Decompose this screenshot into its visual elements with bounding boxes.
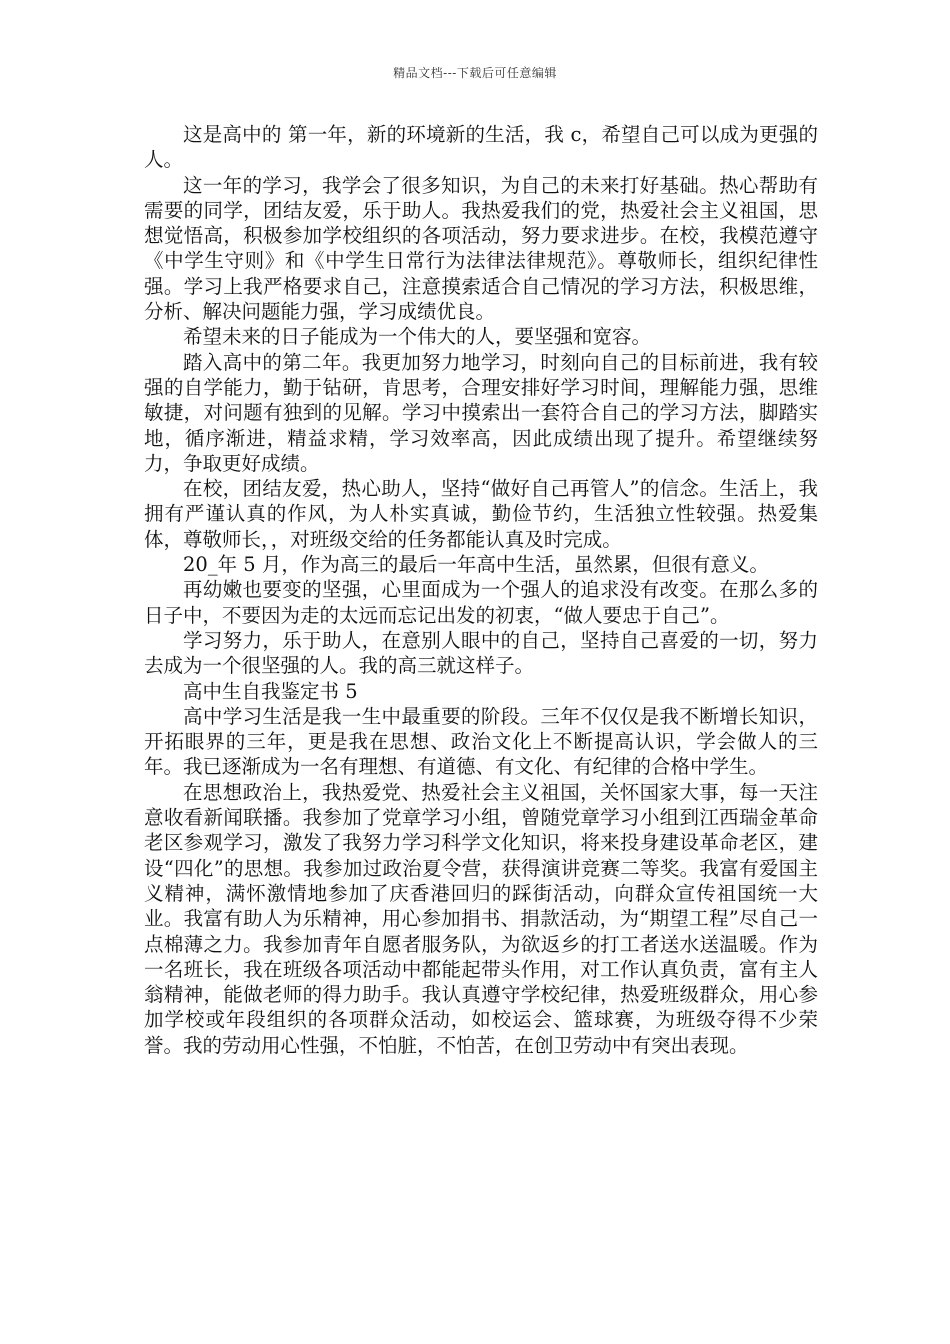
paragraph: 20_年 5 月，作为高三的最后一年高中生活，虽然累，但很有意义。	[183, 553, 769, 577]
paragraph: 学习努力，乐于助人，在意别人眼中的自己，坚持自己喜爱的一切，努力去成为一个很坚强的人。我的高三就这样子。	[144, 628, 818, 678]
paragraph: 希望未来的日子能成为一个伟大的人，要坚强和宽容。	[183, 325, 652, 349]
paragraph: 在校，团结友爱，热心助人，坚持“做好自己再管人”的信念。生活上，我拥有严谨认真的作风，为人朴实真诚，勤俭节约，生活独立性较强。热爱集体，尊敬师长，，对班级交给的任务都能认真及时完成。	[144, 477, 818, 551]
paragraph: 踏入高中的第二年。我更加努力地学习，时刻向自己的目标前进，我有较强的自学能力，勤于钻研，肯思考，合理安排好学习时间，理解能力强，思维敏捷，对问题有独到的见解。学习中摸索出一套符合自己的学习方法，脚踏实地，循序渐进，精益求精，学习效率高，因此成绩出现了提升。希望继续努力，争取更好成绩。	[144, 350, 818, 475]
paragraph: 这一年的学习，我学会了很多知识，为自己的未来打好基础。热心帮助有需要的同学，团结友爱，乐于助人。我热爱我们的党，热爱社会主义祖国，思想觉悟高，积极参加学校组织的各项活动，努力要求进步。在校，我模范遵守《中学生守则》和《中学生日常行为法律法律规范》。尊敬师长，组织纪律性强。学习上我严格要求自己，注意摸索适合自己情况的学习方法，积极思维，分析、解决问题能力强，学习成绩优良。	[144, 173, 818, 324]
paragraph: 再幼嫩也要变的坚强，心里面成为一个强人的追求没有改变。在那么多的日子中，不要因为走的太远而忘记出发的初衷，“做人要忠于自己”。	[144, 578, 818, 627]
section-heading: 高中生自我鉴定书 5	[183, 679, 358, 703]
paragraph: 高中学习生活是我一生中最重要的阶段。三年不仅仅是我不断增长知识，开拓眼界的三年，更是我在思想、政治文化上不断提高认识，学会做人的三年。我已逐渐成为一名有理想、有道德、有文化、有纪律的合格中学生。	[144, 704, 818, 779]
paragraph: 在思想政治上，我热爱党、热爱社会主义祖国，关怀国家大事，每一天注意收看新闻联播。我参加了党章学习小组，曾随党章学习小组到江西瑞金革命老区参观学习，激发了我努力学习科学文化知识，将来投身建设革命老区，建设“四化”的思想。我参加过政治夏令营，获得演讲竞赛二等奖。我富有爱国主义精神，满怀激情地参加了庆香港回归的踩街活动，向群众宣传祖国统一大业。我富有助人为乐精神，用心参加捐书、捐款活动，为“期望工程”尽自己一点棉薄之力。我参加青年自愿者服务队，为欲返乡的打工者送水送温暖。作为一名班长，我在班级各项活动中都能起带头作用，对工作认真负责，富有主人翁精神，能做老师的得力助手。我认真遵守学校纪律，热爱班级群众，用心参加学校或年段组织的各项群众活动，如校运会、篮球赛，为班级夺得不少荣誉。我的劳动用心性强，不怕脏，不怕苦，在创卫劳动中有突出表现。	[144, 780, 818, 1057]
paragraph: 这是高中的 第一年，新的环境新的生活，我 c，希望自己可以成为更强的人。	[144, 123, 818, 172]
page-header: 精品文档---下载后可任意编辑	[393, 66, 557, 80]
document-body	[144, 122, 818, 1058]
